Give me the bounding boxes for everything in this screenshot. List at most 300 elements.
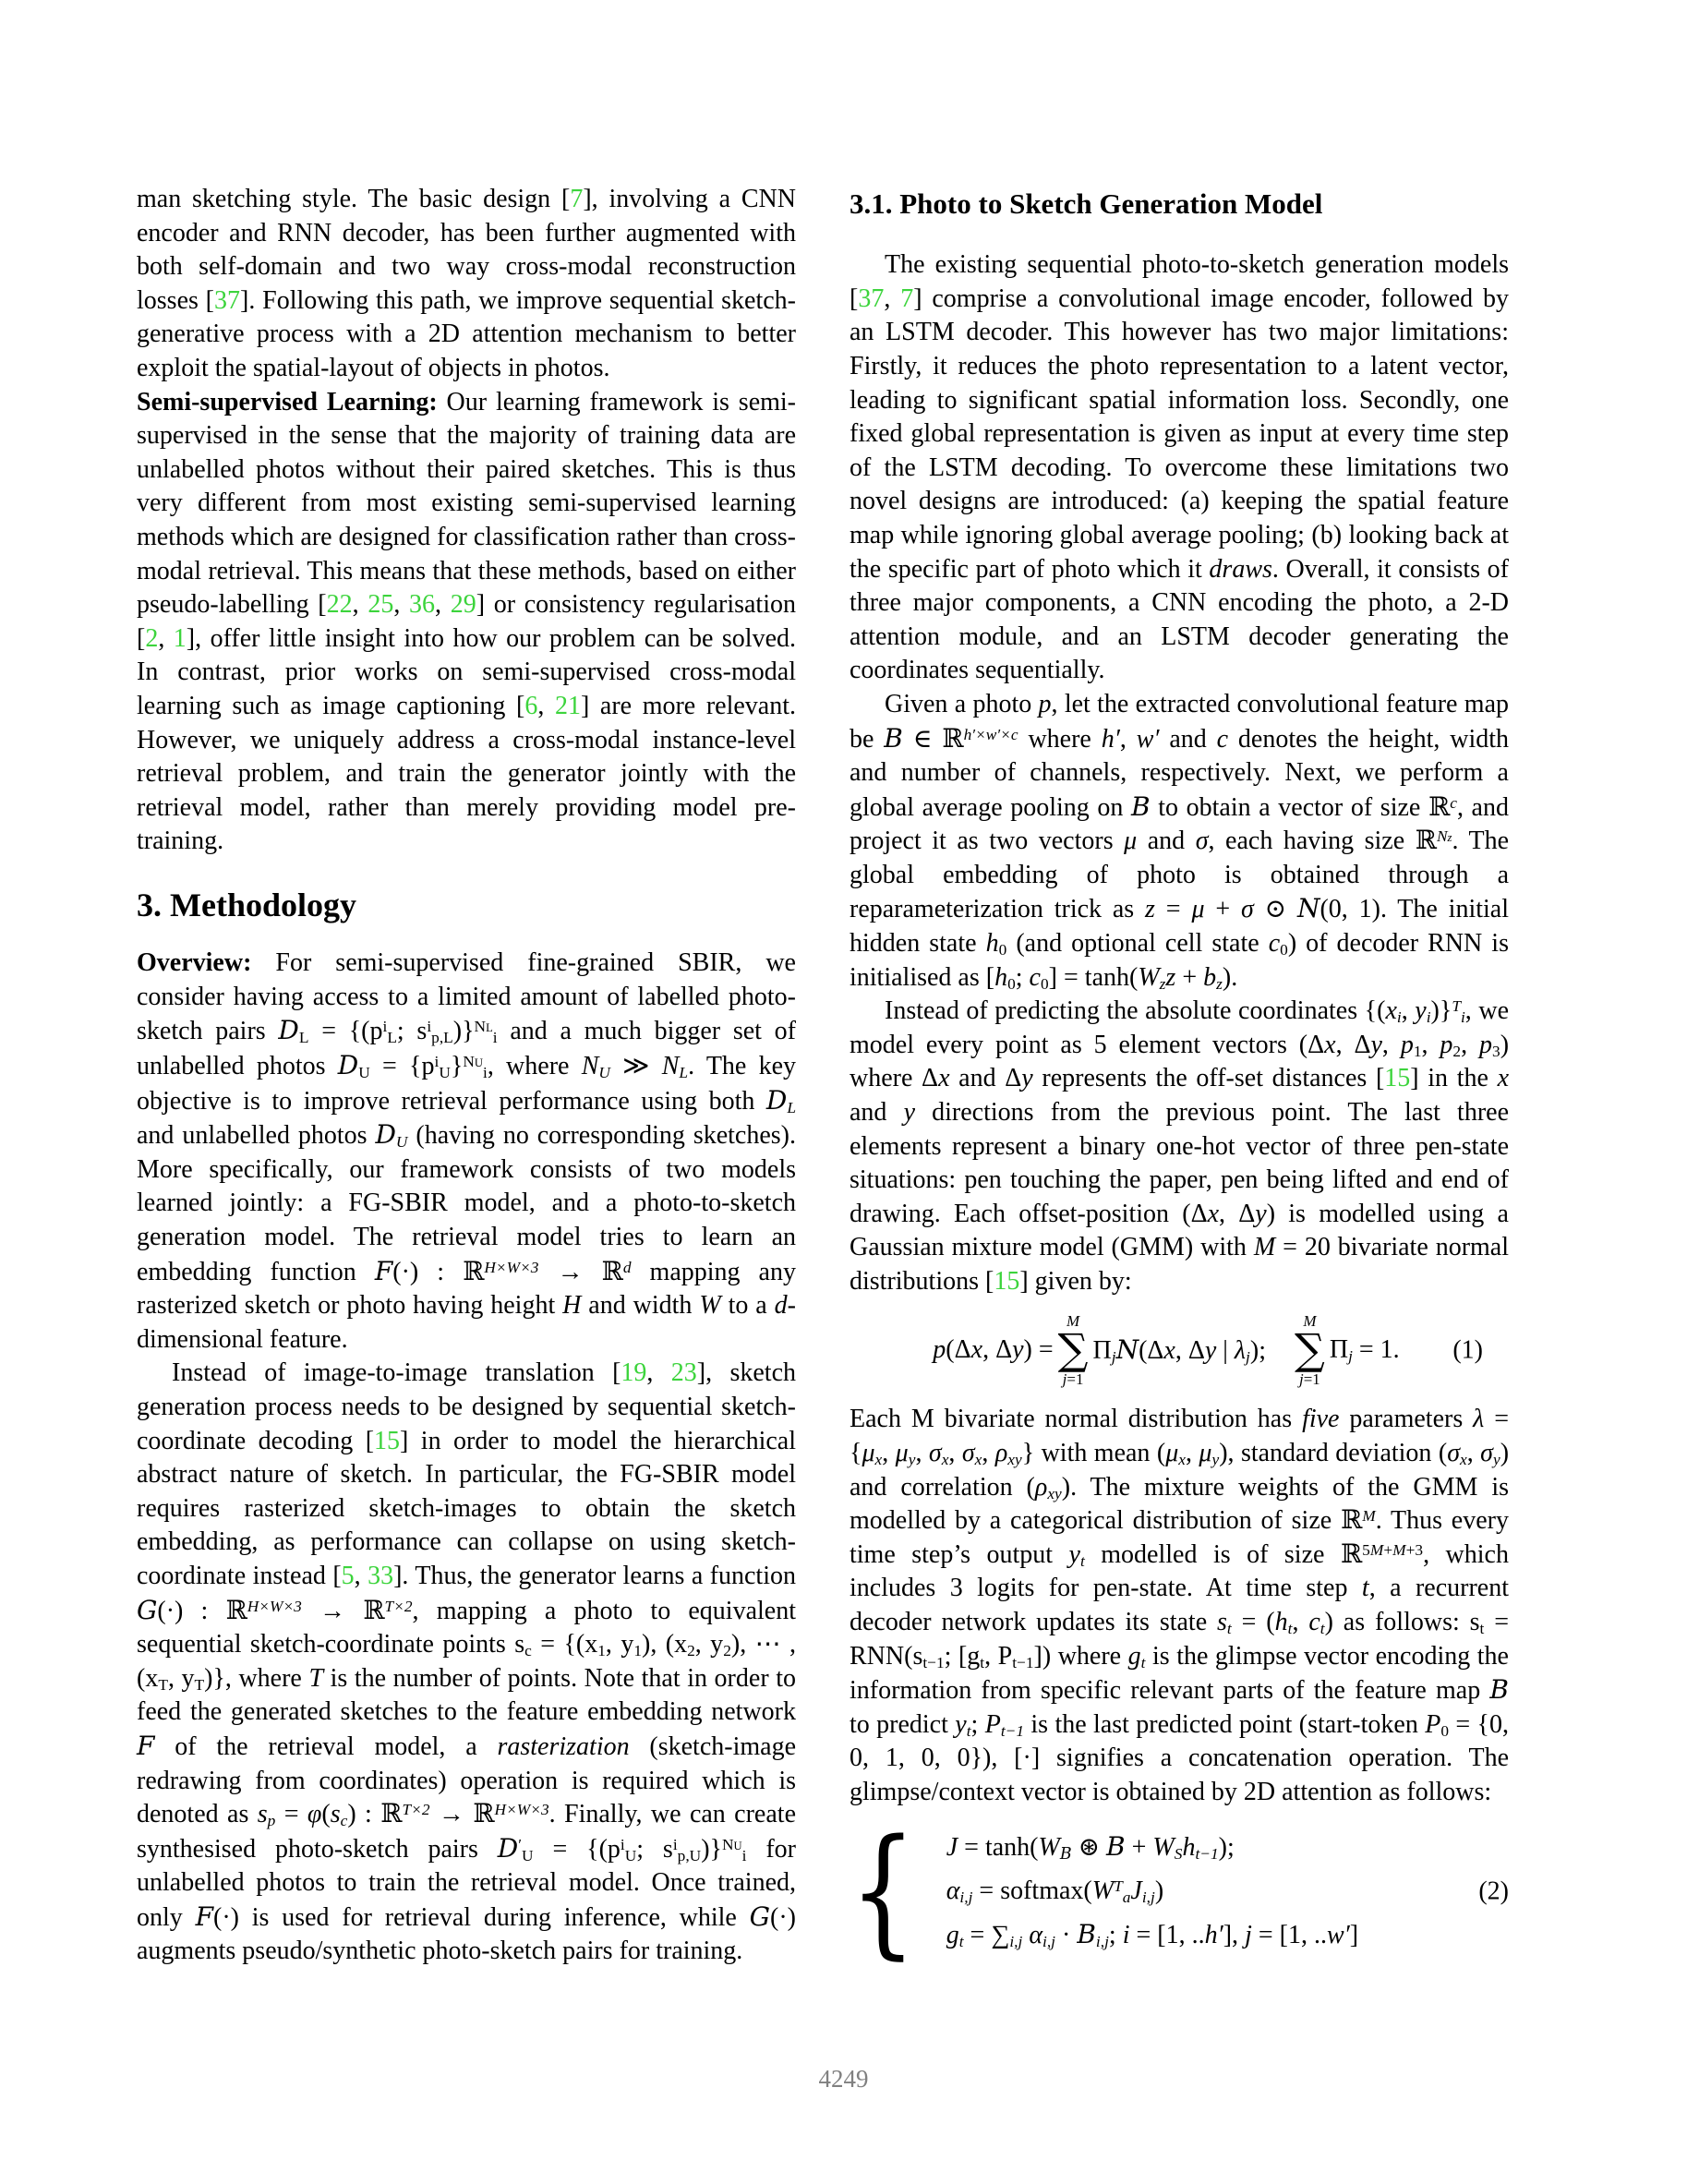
- text-segment: Semi-supervised Learning:: [137, 387, 438, 416]
- text-segment: B: [1131, 790, 1151, 822]
- citation-link[interactable]: 21: [554, 691, 581, 720]
- text-segment: p: [1479, 1030, 1493, 1059]
- text-segment: ] or consistency regularisation [: [137, 590, 796, 653]
- text-segment: M: [1362, 1507, 1376, 1526]
- text-segment: g: [1127, 1641, 1141, 1671]
- text-segment: α: [946, 1876, 960, 1905]
- equation-2-line2: [946, 1875, 1358, 1907]
- text-segment: p: [267, 1811, 276, 1829]
- text-segment: N: [721, 1835, 734, 1853]
- text-segment: x: [974, 1450, 982, 1468]
- text-segment: x: [1163, 1335, 1175, 1365]
- text-segment: s: [1217, 1607, 1227, 1636]
- text-segment: ;: [1108, 1921, 1123, 1949]
- text-segment: ,: [884, 284, 901, 313]
- text-segment: c: [1029, 962, 1041, 992]
- text-segment: ; [g: [944, 1641, 981, 1671]
- text-segment: rasterization: [497, 1732, 630, 1761]
- text-segment: N: [474, 1018, 487, 1036]
- text-segment: W: [1091, 1876, 1115, 1905]
- text-segment: S: [1174, 1844, 1183, 1863]
- text-segment: = softmax(: [972, 1876, 1092, 1905]
- text-segment: parameters: [1339, 1405, 1474, 1434]
- citation-link[interactable]: 19: [621, 1358, 647, 1388]
- text-segment: B: [1077, 1919, 1096, 1949]
- text-segment: h′: [1204, 1921, 1223, 1949]
- text-segment: i: [482, 1063, 488, 1081]
- text-segment: i: [382, 1018, 388, 1036]
- paragraph-overview: [137, 947, 796, 1357]
- text-segment: 1: [597, 1641, 606, 1659]
- text-segment: t: [1287, 1619, 1293, 1637]
- text-segment: -dimensional feature.: [137, 1291, 796, 1354]
- text-segment: z: [1447, 831, 1452, 845]
- text-segment: ρ: [1034, 1472, 1048, 1502]
- text-segment: σ: [1447, 1438, 1460, 1467]
- text-segment: h: [1274, 1607, 1288, 1636]
- summation-operator: [1058, 1312, 1089, 1389]
- text-segment: )}: [701, 1834, 722, 1864]
- text-segment: λ: [1473, 1405, 1485, 1434]
- text-segment: λ: [1234, 1335, 1247, 1365]
- text-segment: F: [195, 1900, 214, 1932]
- text-segment: H×W×3: [494, 1801, 549, 1819]
- text-segment: σ: [961, 1438, 975, 1467]
- text-segment: L: [387, 1029, 397, 1047]
- citation-link[interactable]: 2: [145, 623, 159, 653]
- text-segment: ; s: [636, 1834, 673, 1864]
- text-segment: The existing sequential photo-to-sketch generation models [: [850, 250, 1509, 313]
- text-segment: d: [774, 1291, 788, 1321]
- equation-1-term: [1093, 1333, 1266, 1367]
- text-segment: p: [1440, 1030, 1453, 1059]
- text-segment: , P: [984, 1641, 1013, 1671]
- text-segment: U: [358, 1063, 370, 1081]
- text-segment: 0: [1007, 974, 1016, 993]
- text-segment: = [1, ..: [1251, 1921, 1327, 1949]
- text-segment: . Thus every time step’s output: [850, 1506, 1509, 1569]
- text-segment: D: [375, 1119, 396, 1151]
- text-segment: F: [374, 1255, 393, 1286]
- text-segment: directions from the previous point. The last three elements represent a binary one-hot vector of three pen-state situations: pen touching the paper, pen being lifted and end of drawing. Each offset-position (Δ: [850, 1098, 1510, 1228]
- text-segment: ) as follows: s: [1324, 1607, 1480, 1636]
- text-segment: ,: [435, 590, 451, 620]
- text-segment: to predict: [850, 1709, 956, 1739]
- text-segment: =: [1154, 895, 1192, 924]
- text-segment: ·: [1055, 1921, 1078, 1949]
- text-segment: H×W×3: [247, 1597, 302, 1615]
- text-segment: )}: [452, 1017, 475, 1046]
- text-segment: , and project it as two vectors: [850, 792, 1509, 856]
- text-segment: x: [1460, 1450, 1467, 1468]
- paragraph: [137, 1357, 796, 1969]
- text-segment: ], involving a CNN encoder and RNN decoder, has been further augmented with both self-domain and two way cross-modal reconstruction losses [: [137, 185, 796, 315]
- text-segment: = 20 bivariate normal distributions [: [850, 1233, 1510, 1296]
- text-segment: W: [699, 1291, 721, 1321]
- text-segment: and a much bigger set of unlabelled photos: [137, 1017, 796, 1081]
- text-segment: , y: [167, 1663, 195, 1693]
- text-segment: to obtain a vector of size ℝ: [1150, 792, 1451, 822]
- text-segment: w′: [1326, 1921, 1350, 1949]
- text-segment: ] in order to model the hierarchical abstract nature of sketch. In particular, the FG-SBIR model requires rasterized sketch-images to obtain the sketch embedding, as performance can collapse on using sketch-coordinate instead [: [137, 1426, 797, 1590]
- text-segment: c: [1268, 929, 1281, 959]
- text-segment: ],: [1223, 1921, 1246, 1949]
- text-segment: ]) where: [1033, 1641, 1128, 1671]
- sum-lower-limit: [1063, 1370, 1084, 1389]
- text-segment: α: [1029, 1921, 1043, 1949]
- text-segment: b: [1203, 962, 1217, 992]
- text-segment: ). The mixture weights of the GMM is modelled by a categorical distribution of size ℝ: [850, 1472, 1509, 1536]
- text-segment: i,j: [1141, 1888, 1155, 1906]
- text-segment: → ℝ: [301, 1596, 385, 1625]
- text-segment: j: [1298, 1370, 1304, 1388]
- text-segment: ,: [882, 1438, 896, 1467]
- text-segment: ; s: [396, 1017, 428, 1046]
- text-segment: p,L: [431, 1029, 453, 1047]
- text-segment: ) where Δ: [850, 1030, 1510, 1093]
- citation-link[interactable]: 25: [368, 590, 394, 620]
- text-segment: man sketching style. The basic design [: [137, 185, 571, 213]
- paragraph: [137, 183, 796, 386]
- text-segment: x: [1497, 1064, 1510, 1093]
- text-segment: xy: [1007, 1450, 1022, 1468]
- citation-link[interactable]: 7: [900, 284, 914, 313]
- text-segment: σ: [1195, 827, 1209, 856]
- text-segment: , mapping a photo to equivalent sequential sketch-coordinate points s: [137, 1596, 796, 1659]
- text-segment: h: [994, 962, 1008, 992]
- citation-link[interactable]: 37: [214, 285, 241, 315]
- text-segment: );: [1218, 1833, 1235, 1862]
- text-segment: |: [1216, 1335, 1235, 1365]
- paragraph: [850, 688, 1509, 995]
- text-segment: . The global embedding of photo is obtained through a reparameterization trick as: [850, 827, 1509, 924]
- citation-link[interactable]: 23: [670, 1358, 697, 1388]
- equation-1-term: [1330, 1333, 1400, 1366]
- text-segment: is the glimpse vector encoding the information from specific relevant parts of the feature map: [850, 1641, 1509, 1706]
- text-segment: p,U: [677, 1846, 702, 1864]
- text-segment: N: [463, 1053, 475, 1071]
- text-segment: p: [1038, 689, 1052, 718]
- text-segment: ,: [948, 1438, 962, 1467]
- text-segment: x: [970, 1335, 983, 1365]
- text-segment: ,: [1461, 1030, 1480, 1059]
- text-segment: c: [1216, 724, 1229, 754]
- citation-link[interactable]: 7: [570, 185, 584, 213]
- text-segment: T: [308, 1663, 324, 1693]
- text-segment: L: [298, 1029, 309, 1047]
- text-segment: 5: [1362, 1540, 1370, 1559]
- text-segment: a: [1122, 1888, 1131, 1906]
- text-segment: is the last predicted point (start-token: [1024, 1709, 1426, 1739]
- text-segment: y: [1211, 1450, 1220, 1468]
- text-segment: (·) : ℝ: [157, 1596, 247, 1625]
- left-brace-glyph: {: [850, 1808, 917, 1973]
- text-segment: x: [1178, 1450, 1186, 1468]
- text-segment: ) =: [1023, 1335, 1054, 1365]
- text-segment: G: [137, 1594, 158, 1625]
- text-segment: c: [1308, 1607, 1320, 1636]
- text-segment: ]: [1349, 1921, 1359, 1949]
- text-segment: and: [1159, 724, 1217, 754]
- sigma-glyph: ∑: [1294, 1324, 1325, 1375]
- text-segment: ) of decoder RNN is initialised as [: [850, 929, 1509, 992]
- text-segment: j: [1348, 1347, 1353, 1366]
- text-segment: ), ⋯ , (x: [137, 1630, 797, 1693]
- text-segment: x: [874, 1450, 883, 1468]
- sigma-glyph: ∑: [1057, 1324, 1089, 1375]
- text-segment: +3: [1405, 1540, 1424, 1559]
- text-segment: );: [1249, 1335, 1266, 1365]
- text-segment: ) is modelled using a Gaussian mixture model (GMM) with: [850, 1199, 1509, 1262]
- text-segment: ) : ℝ: [347, 1800, 403, 1829]
- text-segment: i: [1122, 1921, 1130, 1949]
- text-segment: T: [1452, 997, 1461, 1016]
- text-segment: T×2: [402, 1801, 430, 1819]
- text-segment: ,: [1292, 1607, 1309, 1636]
- citation-link[interactable]: 37: [858, 284, 885, 313]
- text-segment: = {(x: [531, 1630, 598, 1659]
- text-segment: (: [321, 1800, 331, 1829]
- text-segment: mapping any rasterized sketch or photo having height: [137, 1257, 796, 1321]
- text-segment: ,: [915, 1438, 929, 1467]
- text-segment: , which includes 3 logits for pen-state. At time step: [850, 1539, 1509, 1603]
- text-segment: t−1: [1000, 1721, 1025, 1740]
- text-segment: ≫: [609, 1052, 662, 1081]
- page-number: 4249: [818, 2065, 869, 2093]
- text-segment: =1: [1066, 1370, 1084, 1388]
- text-segment: t: [966, 1721, 971, 1740]
- text-segment: W: [1038, 1833, 1060, 1862]
- text-segment: y: [903, 1098, 916, 1128]
- text-segment: ;: [1015, 962, 1030, 992]
- text-segment: ] = tanh(: [1048, 962, 1139, 992]
- text-segment: For semi-supervised fine-grained SBIR, we consider having access to a limited amount of labelled photo-sketch pairs: [137, 948, 796, 1046]
- text-segment: P: [984, 1709, 1001, 1739]
- text-segment: ), (x: [642, 1630, 688, 1659]
- text-segment: J: [946, 1833, 958, 1862]
- text-segment: ,: [646, 1358, 671, 1388]
- text-segment: μ: [1191, 895, 1205, 924]
- text-segment: , Δ: [982, 1335, 1013, 1365]
- text-segment: ] given by:: [1019, 1267, 1132, 1296]
- text-segment: ,: [1119, 724, 1137, 754]
- text-segment: D: [278, 1015, 299, 1046]
- text-segment: ρ: [994, 1438, 1008, 1467]
- text-segment: = RNN(s: [850, 1607, 1510, 1671]
- text-segment: j: [1111, 1347, 1116, 1366]
- text-segment: T: [1114, 1877, 1123, 1896]
- text-segment: (and optional cell state: [1006, 929, 1269, 959]
- equation-1-number: (1): [1452, 1335, 1483, 1365]
- text-segment: ,: [1401, 996, 1416, 1026]
- text-segment: (Δ: [1139, 1335, 1164, 1365]
- text-segment: Our learning framework is semi-supervised in the sense that the majority of training data are unlabelled photos without their paired sketches. This is thus very different from most existing semi-supervised learning methods which are designed for classification rather than cross-modal retrieval. This means that these methods, based on either pseudo-labelling [: [137, 387, 796, 620]
- text-segment: = {0, 0, 1, 0, 0}), [·] signifies a concatenation operation. The glimpse/context vector is obtained by 2D attention as follows:: [850, 1709, 1509, 1806]
- text-segment: , Δ: [1335, 1030, 1371, 1059]
- text-segment: i: [672, 1835, 678, 1853]
- text-segment: of the retrieval model, a: [154, 1732, 498, 1761]
- text-segment: D: [765, 1084, 788, 1116]
- text-segment: 1: [633, 1641, 643, 1659]
- text-segment: ), standard deviation (: [1219, 1438, 1448, 1467]
- text-segment: x: [938, 1064, 950, 1093]
- text-segment: t: [1479, 1619, 1485, 1637]
- equation-2-number: (2): [1478, 1876, 1509, 1905]
- citation-link[interactable]: 15: [374, 1426, 401, 1455]
- text-segment: y: [1415, 996, 1427, 1026]
- text-segment: ], offer little insight into how our problem can be solved. In contrast, prior works on semi-supervised cross-modal learning such as image captioning [: [137, 623, 797, 720]
- text-segment: represents the off-set distances [: [1032, 1064, 1385, 1093]
- text-segment: x: [1207, 1199, 1220, 1228]
- text-segment: ,: [1185, 1438, 1199, 1467]
- text-segment: t−1: [1195, 1844, 1219, 1863]
- text-segment: N: [1296, 893, 1320, 924]
- text-segment: for unlabelled photos to train the retrieval model. Once trained, only: [137, 1834, 796, 1932]
- citation-link[interactable]: 29: [450, 590, 476, 620]
- text-segment: 3: [1492, 1042, 1500, 1060]
- text-segment: μ: [895, 1438, 909, 1467]
- text-segment: y: [1021, 1064, 1033, 1093]
- text-segment: c: [340, 1811, 348, 1829]
- text-segment: (sketch-image redrawing from coordinates) operation is required which is denoted as: [137, 1732, 797, 1829]
- text-segment: i: [741, 1846, 747, 1864]
- text-segment: y: [1492, 1450, 1500, 1468]
- text-segment: 0: [1440, 1721, 1450, 1740]
- text-segment: ,: [982, 1438, 995, 1467]
- text-segment: +: [1125, 1833, 1153, 1862]
- citation-link[interactable]: 5: [341, 1561, 355, 1590]
- text-segment: B: [884, 722, 903, 754]
- citation-link[interactable]: 22: [326, 590, 353, 620]
- text-segment: (·) is used for retrieval during inference, while: [213, 1902, 750, 1932]
- citation-link[interactable]: 15: [1384, 1064, 1411, 1093]
- text-segment: =: [275, 1800, 307, 1829]
- text-segment: t: [1079, 1551, 1085, 1570]
- text-segment: φ: [307, 1800, 322, 1829]
- text-segment: N: [661, 1052, 680, 1081]
- text-segment: ,: [352, 590, 368, 620]
- equation-1-lhs: [933, 1333, 1053, 1366]
- text-segment: ] are more relevant. However, we uniquely address a cross-modal instance-level retrieval problem, and train the generator jointly with the retrieval model, rather than merely providing model pre-training.: [137, 691, 796, 856]
- text-segment: σ: [1480, 1438, 1493, 1467]
- text-segment: M: [1253, 1233, 1276, 1262]
- text-segment: Instead of predicting the absolute coordinates {(: [885, 996, 1386, 1026]
- text-segment: U: [733, 1839, 742, 1852]
- text-segment: (having no corresponding sketches). More specifically, our framework consists of two models learned jointly: a FG-SBIR model, and a photo-to-sketch generation model. The retrieval model tries to learn an embedding function: [137, 1121, 797, 1286]
- text-segment: μ: [1124, 827, 1138, 856]
- subsection-heading-photo-to-sketch: 3.1. Photo to Sketch Generation Model: [850, 187, 1323, 220]
- text-segment: t: [958, 1932, 964, 1950]
- text-segment: h: [1182, 1833, 1196, 1862]
- paragraph: [850, 995, 1509, 1298]
- right-column: [850, 183, 1509, 1971]
- text-segment: → ℝ: [538, 1257, 623, 1286]
- text-segment: ,: [158, 623, 174, 653]
- text-segment: i: [1396, 1008, 1402, 1027]
- text-segment: , y: [694, 1630, 724, 1659]
- text-segment: i: [1426, 1008, 1431, 1027]
- text-segment: ,: [354, 1561, 368, 1590]
- text-segment: i,j: [1095, 1932, 1109, 1950]
- citation-link[interactable]: 36: [409, 590, 436, 620]
- text-segment: , a recurrent decoder network updates its state: [850, 1574, 1509, 1636]
- text-segment: s: [257, 1800, 268, 1829]
- text-segment: t−1: [922, 1653, 945, 1671]
- text-segment: D: [337, 1050, 359, 1081]
- text-segment: y: [1370, 1030, 1382, 1059]
- text-segment: = [1, ..: [1129, 1921, 1205, 1949]
- text-segment: t: [980, 1653, 985, 1671]
- text-segment: i: [427, 1018, 432, 1036]
- text-segment: ;: [970, 1709, 985, 1739]
- text-segment: 0: [998, 940, 1007, 959]
- text-segment: μ: [862, 1438, 875, 1467]
- text-segment: y: [1204, 1335, 1217, 1365]
- text-segment: , each having size ℝ: [1208, 827, 1437, 856]
- text-segment: 2: [1452, 1042, 1462, 1060]
- text-segment: . The key objective is to improve retrieval performance using both: [137, 1052, 797, 1116]
- paragraph-semi-supervised-learning: [137, 386, 796, 859]
- text-segment: μ: [1165, 1438, 1179, 1467]
- text-segment: (·) augments pseudo/synthetic photo-sketch pairs for training.: [137, 1902, 797, 1966]
- text-segment: j: [1062, 1370, 1067, 1388]
- citation-link[interactable]: 15: [994, 1267, 1020, 1296]
- text-segment: B: [1489, 1674, 1509, 1706]
- text-segment: 0: [1040, 974, 1049, 993]
- text-segment: x: [941, 1450, 949, 1468]
- text-segment: B: [1106, 1831, 1126, 1862]
- text-segment: = {(p: [308, 1017, 383, 1046]
- two-column-layout: [137, 183, 1509, 1971]
- text-segment: ], sketch generation process needs to be designed by sequential sketch-coordinate decoding [: [137, 1358, 797, 1455]
- text-segment: i,j: [1042, 1932, 1056, 1950]
- text-segment: i: [620, 1835, 625, 1853]
- text-segment: = ∑: [963, 1921, 1010, 1949]
- text-segment: H: [562, 1291, 582, 1321]
- citation-link[interactable]: 1: [173, 623, 187, 653]
- text-segment: ⊛: [1071, 1833, 1107, 1862]
- text-segment: , we model every point as 5 element vectors (Δ: [850, 996, 1510, 1059]
- text-segment: U: [598, 1063, 610, 1081]
- text-segment: ).: [1222, 962, 1238, 992]
- text-segment: modelled is of size ℝ: [1084, 1539, 1363, 1569]
- text-segment: denotes the height, width and number of channels, respectively. Next, we perform a global average pooling on: [850, 724, 1509, 822]
- sum-lower-limit: [1299, 1370, 1320, 1389]
- text-segment: N: [1115, 1333, 1139, 1365]
- text-segment: z: [1159, 974, 1166, 993]
- text-segment: B: [1059, 1844, 1072, 1864]
- text-segment: H×W×3: [484, 1258, 539, 1276]
- text-segment: Given a photo: [885, 689, 1039, 718]
- equation-2-line1: [946, 1830, 1358, 1864]
- text-segment: } with mean (: [1021, 1438, 1166, 1467]
- citation-link[interactable]: 6: [524, 691, 538, 720]
- text-segment: y: [1012, 1335, 1024, 1365]
- text-segment: L: [486, 1021, 493, 1035]
- text-segment: , y: [605, 1630, 634, 1659]
- text-segment: and: [850, 1098, 904, 1128]
- text-segment: , Δ: [1219, 1199, 1256, 1228]
- equation-2: [850, 1808, 1509, 1973]
- equation-1: [850, 1312, 1483, 1389]
- text-segment: t: [1319, 1619, 1325, 1637]
- paragraph: [850, 1403, 1509, 1809]
- citation-link[interactable]: 33: [368, 1561, 394, 1590]
- text-segment: J: [1130, 1876, 1142, 1905]
- text-segment: Instead of image-to-image translation [: [172, 1358, 621, 1388]
- text-segment: ,: [1381, 1030, 1401, 1059]
- text-segment: N: [1436, 827, 1448, 846]
